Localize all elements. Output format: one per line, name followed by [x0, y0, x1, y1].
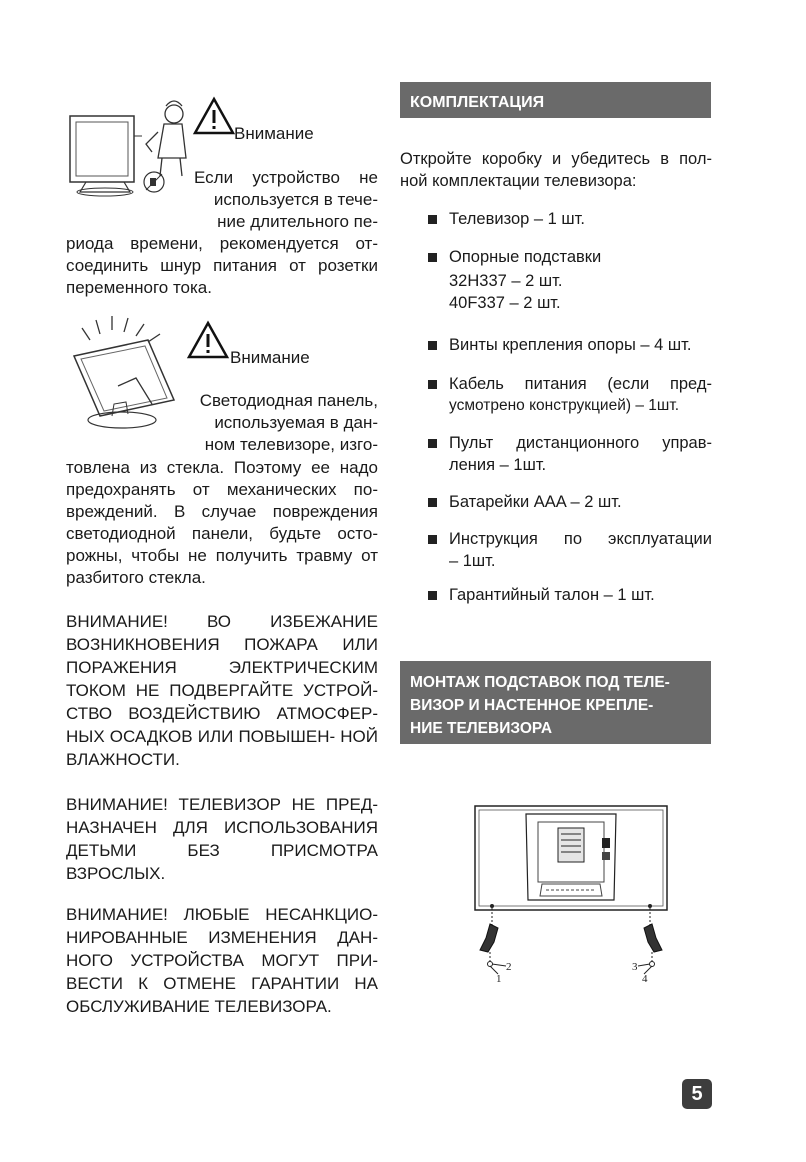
- diagram-label: 4: [642, 973, 648, 985]
- text-line: Если устройство не: [194, 168, 378, 187]
- caution-warranty: ВНИМАНИЕ! ЛЮБЫЕ НЕСАНКЦИО- НИРОВАННЫЕ ИЗМЕНЕНИЯ ДАН- НОГО УСТРОЙСТВА МОГУТ ПРИ- ВЕСТИ К ОТМЕНЕ ГАРАНТИИ НА ОБСЛУЖИВАНИЕ ТЕЛЕВИЗОРА.: [66, 905, 378, 1016]
- bullet: [428, 253, 437, 262]
- text-line: используемая в дан-: [214, 413, 378, 432]
- list-item-line: Инструкция по эксплуатации: [449, 530, 712, 548]
- bullet: [428, 380, 437, 389]
- page-number: 5: [682, 1079, 712, 1109]
- warning-text: риода времени, рекомендуется от- соединить шнур питания от розетки переменного тока.: [66, 234, 378, 297]
- list-item-text: [449, 432, 712, 476]
- stand-mounting-diagram: [466, 800, 676, 990]
- panel-damage-illustration: [66, 316, 190, 434]
- package-intro: Откройте коробку и убедитесь в пол- ной комплектации телевизора:: [400, 150, 712, 190]
- caution-children: ВНИМАНИЕ! ТЕЛЕВИЗОР НЕ ПРЕД- НАЗНАЧЕН ДЛЯ ИСПОЛЬЗОВАНИЯ ДЕТЬМИ БЕЗ ПРИСМОТРА ВЗРОСЛЫХ.: [66, 795, 378, 883]
- bullet: [428, 591, 437, 600]
- warning-text-float: [186, 390, 378, 456]
- list-item-line: усмотрено конструкцией) – 1шт.: [449, 397, 680, 414]
- bullet: [428, 341, 437, 350]
- list-item-line: Кабель питания (если пред-: [449, 375, 712, 393]
- list-item-line: Опорные подставки: [449, 248, 602, 266]
- list-item-line: 40F337 – 2 шт.: [449, 294, 561, 312]
- list-item-text: Батарейки AAA – 2 шт.: [449, 493, 622, 511]
- list-item-line: Пульт дистанционного управ-: [449, 434, 712, 452]
- list-item-text: [449, 528, 712, 572]
- warning-title: Внимание: [230, 348, 310, 367]
- list-item-text: Винты крепления опоры – 4 шт.: [449, 336, 692, 354]
- warning-icon: [192, 96, 236, 136]
- section-header-mounting: [400, 661, 711, 744]
- bullet: [428, 535, 437, 544]
- list-item-text: Телевизор – 1 шт.: [449, 210, 585, 228]
- list-item-line: ления – 1шт.: [449, 456, 547, 474]
- warning-text: товлена из стекла. Поэтому ее надо предохранять от механических по- вреждений. В случае повреждения светодиодной панели, будьте осто- рожны, чтобы не получить травму от разбитого стекла.: [66, 458, 378, 587]
- warning-title: Внимание: [234, 124, 314, 143]
- section-header-line: НИЕ ТЕЛЕВИЗОРА: [410, 720, 553, 737]
- bullet: [428, 215, 437, 224]
- warning-icon: [186, 320, 230, 360]
- section-header-line: МОНТАЖ ПОДСТАВОК ПОД ТЕЛЕ-: [410, 674, 670, 691]
- text-line: ние длительного пе-: [217, 212, 378, 231]
- text-line: Светодиодная панель,: [199, 391, 378, 410]
- list-item-line: 32H337 – 2 шт.: [449, 272, 563, 290]
- diagram-label: 3: [632, 961, 638, 973]
- diagram-label: 1: [496, 973, 502, 985]
- caution-fire: ВНИМАНИЕ! ВО ИЗБЕЖАНИЕ ВОЗНИКНОВЕНИЯ ПОЖАРА ИЛИ ПОРАЖЕНИЯ ЭЛЕКТРИЧЕСКИМ ТОКОМ НЕ ПОДВЕРГАЙТЕ УСТРОЙ- СТВО ВОЗДЕЙСТВИЮ АТМОСФЕР- НЫХ ОСАДКОВ ИЛИ ПОВЫШЕН- НОЙ ВЛАЖНОСТИ.: [66, 612, 378, 769]
- tv-unplug-illustration: [66, 96, 190, 200]
- text-line: ном телевизоре, изго-: [204, 435, 378, 454]
- text-line: используется в тече-: [213, 190, 378, 209]
- list-item-line: – 1шт.: [449, 552, 496, 570]
- list-item-text: [449, 373, 712, 417]
- warning-text-float: [194, 167, 378, 233]
- list-item-text: Гарантийный талон – 1 шт.: [449, 586, 655, 604]
- section-header-line: ВИЗОР И НАСТЕННОЕ КРЕПЛЕ-: [410, 697, 654, 714]
- bullet: [428, 498, 437, 507]
- section-header-package: КОМПЛЕКТАЦИЯ: [400, 82, 711, 118]
- list-item-text: [449, 246, 712, 314]
- diagram-label: 2: [506, 961, 512, 973]
- bullet: [428, 439, 437, 448]
